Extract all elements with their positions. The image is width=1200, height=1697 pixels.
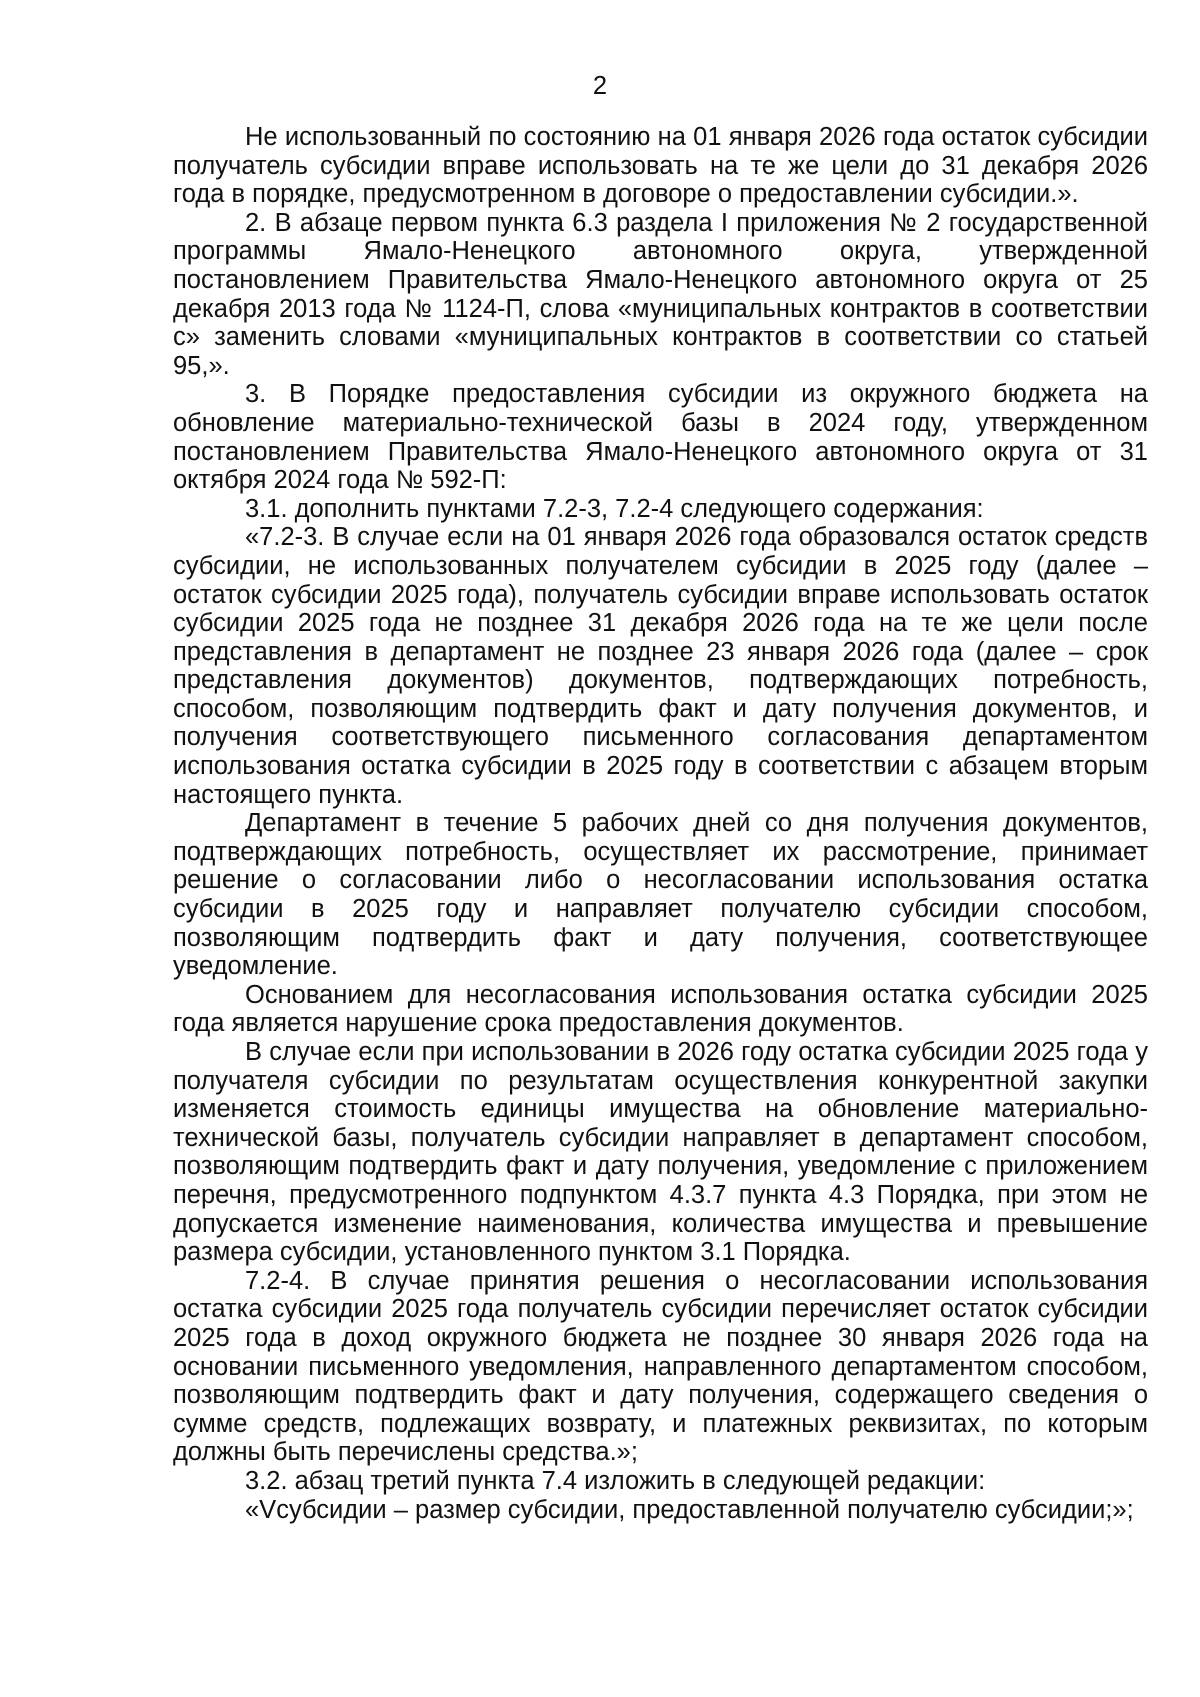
paragraph-item-2: 2. В абзаце первом пункта 6.3 раздела I приложения № 2 государственной программы Ямало-Ненецкого автономного округа, утвержденной постановлением Правительства Ямало-Ненецкого автономного округа от 25 декабря 2013 года № 1124-П, слова «муниципальных контрактов в соответствии с» заменить словами «муниципальных контрактов в соответствии со статьей 95,». [173, 208, 1148, 380]
paragraph-item-3-2: 3.2. абзац третий пункта 7.4 изложить в следующей редакции: [245, 1466, 986, 1495]
paragraph-item-3: 3. В Порядке предоставления субсидии из окружного бюджета на обновление материально-технической базы в 2024 году, утвержденном постановлением Правительства Ямало-Ненецкого автономного округа от 31 октября 2024 года № 592-П: [173, 380, 1148, 495]
paragraph-clause-7-2-3: «7.2-3. В случае если на 01 января 2026 года образовался остаток средств субсидии, не использованных получателем субсидии в 2025 году (далее – остаток субсидии 2025 года), получатель субсидии вправе использовать остаток субсидии 2025 года не позднее 31 декабря 2026 года на те же цели после представления в департамент не позднее 23 января 2026 года (далее – срок представления документов) документов, подтверждающих потребность, способом, позволяющим подтвердить факт и дату получения документов, и получения соответствующего письменного согласования департаментом использования остатка субсидии в 2025 году в соответствии с абзацем вторым настоящего пункта. [173, 523, 1148, 809]
paragraph-clause-7-2-4: 7.2-4. В случае принятия решения о несогласовании использования остатка субсидии 2025 года получатель субсидии перечисляет остаток субсидии 2025 года в доход окружного бюджета не позднее 30 января 2026 года на основании письменного уведомления, направленного департаментом способом, позволяющим подтвердить факт и дату получения, содержащего сведения о сумме средств, подлежащих возврату, и платежных реквизитах, по которым должны быть перечислены средства.»; [173, 1266, 1148, 1467]
paragraph-formula-definition: «Vсубсидии – размер субсидии, предоставленной получателю субсидии;»; [245, 1495, 1134, 1524]
page-number: 2 [592, 72, 608, 100]
document-body [173, 123, 1148, 1524]
paragraph-cost-change: В случае если при использовании в 2026 году остатка субсидии 2025 года у получателя субсидии по результатам осуществления конкурентной закупки изменяется стоимость единицы имущества на обновление материально-технической базы, получатель субсидии направляет в департамент способом, позволяющим подтвердить факт и дату получения, уведомление с приложением перечня, предусмотренного подпунктом 4.3.7 пункта 4.3 Порядка, при этом не допускается изменение наименования, количества имущества и превышение размера субсидии, установленного пунктом 3.1 Порядка. [173, 1038, 1148, 1267]
paragraph-remainder-use: Не использованный по состоянию на 01 января 2026 года остаток субсидии получатель субсидии вправе использовать на те же цели до 31 декабря 2026 года в порядке, предусмотренном в договоре о предоставлении субсидии.». [173, 123, 1148, 209]
paragraph-item-3-1: 3.1. дополнить пунктами 7.2-3, 7.2-4 следующего содержания: [245, 494, 984, 523]
paragraph-department-review: Департамент в течение 5 рабочих дней со дня получения документов, подтверждающих потребность, осуществляет их рассмотрение, принимает решение о согласовании либо о несогласовании использования остатка субсидии в 2025 году и направляет получателю субсидии способом, позволяющим подтвердить факт и дату получения, соответствующее уведомление. [173, 809, 1148, 981]
paragraph-refusal-grounds: Основанием для несогласования использования остатка субсидии 2025 года является нарушение срока предоставления документов. [173, 980, 1148, 1038]
